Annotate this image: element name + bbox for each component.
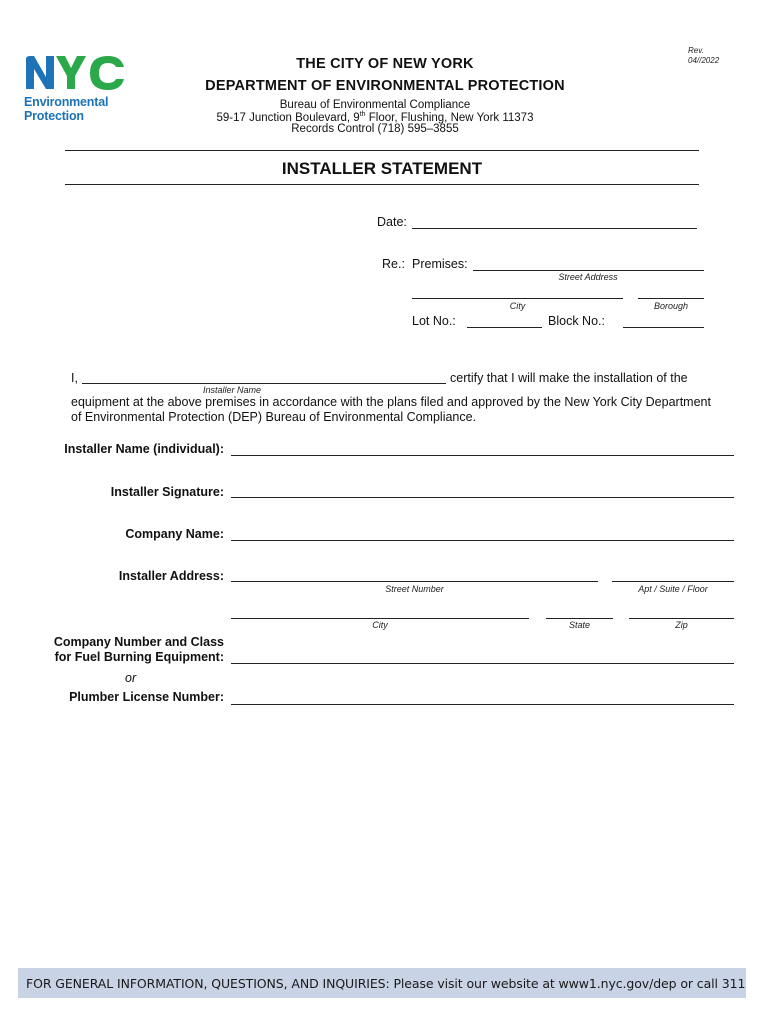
footer-banner xyxy=(18,968,746,998)
re-label: Re.: xyxy=(382,257,405,271)
installer-signature-field[interactable] xyxy=(231,497,734,498)
company-number-label-line1: Company Number and Class xyxy=(53,635,224,649)
lot-label: Lot No.: xyxy=(412,314,456,328)
company-name-field[interactable] xyxy=(231,540,734,541)
logo-line1: Environmental xyxy=(24,95,109,109)
header-records: Records Control (718) 595–3855 xyxy=(291,123,459,135)
borough-field[interactable] xyxy=(638,298,704,299)
street-address-field[interactable] xyxy=(473,270,704,271)
address-city-caption: City xyxy=(372,620,388,630)
revision-date: 04//2022 xyxy=(688,56,720,65)
plumber-license-label: Plumber License Number: xyxy=(69,690,224,704)
certify-suffix: certify that I will make the installation of the xyxy=(450,371,688,385)
logo-line2: Protection xyxy=(24,109,84,123)
zip-caption: Zip xyxy=(675,620,688,630)
address-superscript: th xyxy=(359,111,366,118)
state-field[interactable] xyxy=(546,618,613,619)
header-department: DEPARTMENT OF ENVIRONMENTAL PROTECTION xyxy=(205,78,565,94)
lot-field[interactable] xyxy=(467,327,542,328)
premises-city-caption: City xyxy=(509,301,526,311)
company-number-field[interactable] xyxy=(231,663,734,664)
header-address xyxy=(0,111,750,124)
company-name-label: Company Name: xyxy=(125,527,224,541)
footer-text: FOR GENERAL INFORMATION, QUESTIONS, AND INQUIRIES: Please visit our website at www1.nyc.gov/dep or call 311 xyxy=(26,976,746,991)
premises-city-field[interactable] xyxy=(412,298,623,299)
address-part1: 59-17 Junction Boulevard, 9 xyxy=(216,111,360,124)
block-field[interactable] xyxy=(623,327,704,328)
revision-label: Rev. xyxy=(688,46,704,55)
street-address-caption: Street Address xyxy=(558,272,618,282)
certification-body: equipment at the above premises in accordance with the plans filed and approved by the New York City Department of Environmental Protection (DEP) Bureau of Environmental Compliance. xyxy=(71,395,711,424)
company-number-label-line2: for Fuel Burning Equipment: xyxy=(54,650,224,664)
address-city-field[interactable] xyxy=(231,618,529,619)
certify-installer-name-field[interactable] xyxy=(82,383,446,384)
date-field[interactable] xyxy=(412,228,697,229)
state-caption: State xyxy=(568,620,590,630)
borough-caption: Borough xyxy=(653,301,689,311)
installer-name-caption: Installer Name xyxy=(202,385,262,395)
premises-label: Premises: xyxy=(412,257,468,271)
street-number-caption: Street Number xyxy=(385,584,444,594)
zip-field[interactable] xyxy=(629,618,734,619)
apt-suite-floor-field[interactable] xyxy=(612,581,734,582)
title-rule-top xyxy=(65,150,699,151)
address-part2: Floor, Flushing, New York 11373 xyxy=(365,111,534,124)
installer-signature-label: Installer Signature: xyxy=(110,485,224,499)
title-rule-bottom xyxy=(65,184,699,185)
date-label: Date: xyxy=(377,215,407,229)
certify-prefix: I, xyxy=(71,371,78,385)
or-label: or xyxy=(125,671,137,685)
installer-name-label: Installer Name (individual): xyxy=(64,442,224,456)
header-city: THE CITY OF NEW YORK xyxy=(296,56,474,72)
form-title: INSTALLER STATEMENT xyxy=(281,159,483,178)
installer-name-field[interactable] xyxy=(231,455,734,456)
street-number-field[interactable] xyxy=(231,581,598,582)
block-label: Block No.: xyxy=(548,314,605,328)
apt-suite-floor-caption: Apt / Suite / Floor xyxy=(638,584,708,594)
installer-address-label: Installer Address: xyxy=(118,569,224,583)
plumber-license-field[interactable] xyxy=(231,704,734,705)
header-bureau: Bureau of Environmental Compliance xyxy=(279,99,471,111)
